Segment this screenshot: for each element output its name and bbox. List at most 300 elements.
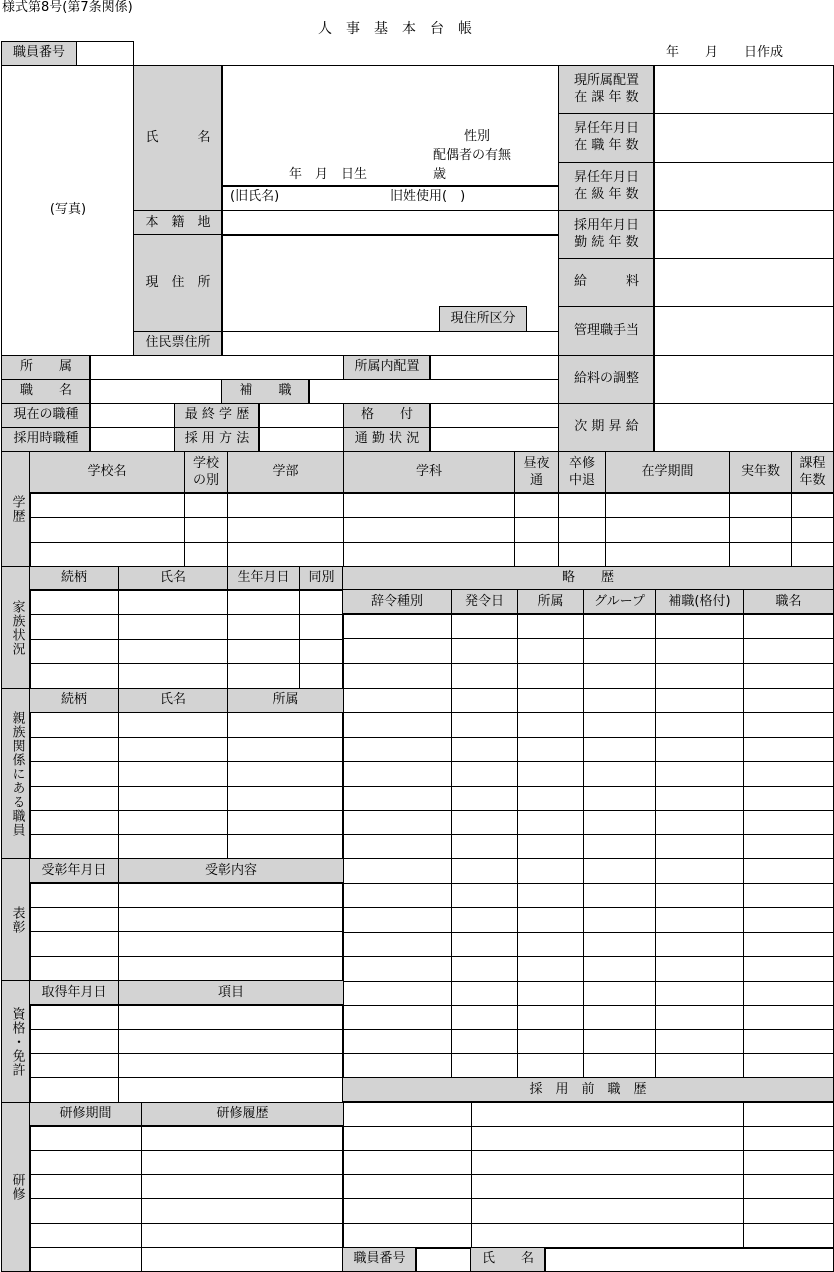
career-cell[interactable] [743, 737, 834, 762]
education-cell[interactable] [791, 492, 834, 518]
right-field-4[interactable] [653, 210, 834, 259]
career-cell[interactable] [655, 858, 744, 884]
prior-career-cell[interactable] [342, 1223, 472, 1249]
awards-col-header-1: 受彰年月日 [29, 858, 119, 884]
education-cell[interactable] [343, 542, 515, 567]
right-field-6[interactable] [653, 306, 834, 356]
relatives-cell[interactable] [118, 786, 228, 811]
career-cell[interactable] [743, 956, 834, 982]
footer-name-field[interactable] [544, 1247, 834, 1272]
training-cell[interactable] [141, 1223, 344, 1248]
career-cell[interactable] [655, 810, 744, 835]
education-cell[interactable] [605, 492, 730, 518]
relatives-cell[interactable] [29, 786, 119, 811]
career-cell[interactable] [743, 932, 834, 957]
training-cell[interactable] [141, 1247, 344, 1272]
resident-address-field[interactable] [221, 331, 559, 356]
education-col-header-3: 学部 [227, 451, 344, 494]
career-cell[interactable] [655, 883, 744, 908]
family-cell[interactable] [29, 639, 119, 664]
career-cell[interactable] [517, 883, 584, 908]
training-cell[interactable] [29, 1174, 142, 1199]
awards-cell[interactable] [118, 882, 344, 908]
career-cell[interactable] [451, 932, 518, 957]
career-cell[interactable] [655, 1005, 744, 1030]
career-cell[interactable] [451, 1005, 518, 1030]
right-label-2: 昇任年月日 在 職 年 数 [558, 113, 655, 163]
date-created: 年 月 日作成 [666, 45, 784, 60]
prior-career-cell[interactable] [342, 1198, 472, 1224]
career-cell[interactable] [583, 786, 656, 811]
career-cell[interactable] [517, 858, 584, 884]
footer-employee-no-field[interactable] [415, 1247, 472, 1272]
awards-cell[interactable] [29, 907, 119, 932]
career-cell[interactable] [517, 810, 584, 835]
relatives-cell[interactable] [118, 712, 228, 738]
hire-job-type-label: 採用時職種 [1, 427, 91, 452]
career-cell[interactable] [655, 981, 744, 1006]
career-cell[interactable] [451, 761, 518, 787]
qualifications-cell[interactable] [118, 1077, 344, 1103]
final-education-field[interactable] [258, 403, 345, 428]
training-cell[interactable] [141, 1125, 344, 1151]
career-cell[interactable] [743, 981, 834, 1006]
honseki-field[interactable] [221, 210, 559, 236]
right-label-1: 現所属配置 在 課 年 数 [558, 65, 655, 114]
relatives-cell[interactable] [118, 810, 228, 835]
family-cell[interactable] [299, 589, 344, 615]
career-cell[interactable] [342, 786, 452, 811]
education-cell[interactable] [227, 542, 344, 567]
career-cell[interactable] [517, 956, 584, 982]
career-cell[interactable] [451, 688, 518, 713]
education-cell[interactable] [791, 542, 834, 567]
awards-cell[interactable] [29, 931, 119, 957]
qualifications-cell[interactable] [118, 1053, 344, 1078]
career-cell[interactable] [743, 858, 834, 884]
career-col-header-6: 職名 [743, 589, 834, 615]
career-cell[interactable] [583, 737, 656, 762]
career-cell[interactable] [451, 1029, 518, 1054]
qualifications-cell[interactable] [29, 1077, 119, 1103]
relatives-col-header-2: 氏名 [118, 688, 228, 713]
old-name-label: (旧氏名) [230, 189, 280, 204]
career-cell[interactable] [583, 1053, 656, 1078]
career-cell[interactable] [655, 932, 744, 957]
education-cell[interactable] [184, 492, 228, 518]
career-col-header-1: 辞令種別 [342, 589, 452, 615]
family-cell[interactable] [227, 614, 300, 640]
family-col-header-4: 同別 [299, 566, 344, 591]
right-field-8[interactable] [653, 403, 834, 452]
current-job-type-field[interactable] [89, 403, 176, 428]
family-cell[interactable] [227, 639, 300, 664]
relatives-section-label: 親族関係にある職員 [1, 688, 31, 859]
career-cell[interactable] [743, 613, 834, 639]
career-cell[interactable] [342, 712, 452, 738]
career-cell[interactable] [583, 858, 656, 884]
footer-employee-no-label: 職員番号 [342, 1247, 417, 1272]
commute-label: 通 勤 状 況 [343, 427, 431, 452]
relatives-cell[interactable] [29, 834, 119, 859]
career-cell[interactable] [655, 712, 744, 738]
career-cell[interactable] [583, 883, 656, 908]
career-cell[interactable] [517, 1005, 584, 1030]
family-cell[interactable] [118, 614, 228, 640]
relatives-cell[interactable] [227, 834, 344, 859]
relatives-cell[interactable] [118, 834, 228, 859]
career-cell[interactable] [655, 907, 744, 933]
career-cell[interactable] [451, 1053, 518, 1078]
career-cell[interactable] [655, 688, 744, 713]
relatives-cell[interactable] [29, 712, 119, 738]
prior-career-cell[interactable] [471, 1101, 744, 1127]
assistant-field[interactable] [308, 379, 559, 404]
education-cell[interactable] [514, 542, 559, 567]
relatives-cell[interactable] [29, 737, 119, 762]
training-col-header-1: 研修期間 [29, 1102, 142, 1127]
relatives-cell[interactable] [118, 737, 228, 762]
age-label: 歳 [433, 167, 447, 182]
prior-career-cell[interactable] [471, 1126, 744, 1151]
career-cell[interactable] [342, 907, 452, 933]
relatives-cell[interactable] [227, 786, 344, 811]
qualifications-cell[interactable] [29, 1053, 119, 1078]
awards-cell[interactable] [29, 956, 119, 981]
training-cell[interactable] [29, 1198, 142, 1224]
training-cell[interactable] [29, 1150, 142, 1175]
career-cell[interactable] [583, 688, 656, 713]
career-cell[interactable] [517, 834, 584, 859]
career-cell[interactable] [517, 761, 584, 787]
family-cell[interactable] [299, 639, 344, 664]
family-cell[interactable] [118, 663, 228, 689]
right-label-7: 給料の調整 [558, 355, 655, 404]
career-cell[interactable] [743, 907, 834, 933]
career-cell[interactable] [517, 981, 584, 1006]
relatives-cell[interactable] [227, 761, 344, 787]
career-cell[interactable] [743, 883, 834, 908]
prior-career-cell[interactable] [743, 1223, 834, 1249]
career-col-header-2: 発令日 [451, 589, 518, 615]
education-cell[interactable] [791, 517, 834, 543]
right-label-5: 給 料 [558, 258, 655, 307]
grade-field[interactable] [429, 403, 559, 428]
career-cell[interactable] [655, 786, 744, 811]
relatives-cell[interactable] [227, 737, 344, 762]
education-cell[interactable] [343, 492, 515, 518]
career-cell[interactable] [517, 1029, 584, 1054]
education-cell[interactable] [184, 542, 228, 567]
career-cell[interactable] [451, 810, 518, 835]
career-cell[interactable] [451, 638, 518, 664]
education-cell[interactable] [227, 517, 344, 543]
prior-career-cell[interactable] [743, 1126, 834, 1151]
current-job-type-label: 現在の職種 [1, 403, 91, 428]
page-title: 人 事 基 本 台 帳 [318, 21, 472, 37]
career-cell[interactable] [451, 663, 518, 689]
relatives-col-header-1: 続柄 [29, 688, 119, 713]
birth-label: 年 月 日生 [289, 167, 368, 182]
career-cell[interactable] [451, 956, 518, 982]
family-cell[interactable] [299, 614, 344, 640]
career-cell[interactable] [655, 663, 744, 689]
career-cell[interactable] [517, 688, 584, 713]
career-cell[interactable] [451, 907, 518, 933]
relatives-cell[interactable] [29, 761, 119, 787]
prior-career-cell[interactable] [743, 1101, 834, 1127]
right-label-8: 次 期 昇 給 [558, 403, 655, 452]
career-cell[interactable] [342, 663, 452, 689]
final-education-label: 最 終 学 歴 [174, 403, 260, 428]
career-cell[interactable] [517, 786, 584, 811]
career-cell[interactable] [743, 834, 834, 859]
career-cell[interactable] [655, 761, 744, 787]
career-cell[interactable] [743, 1029, 834, 1054]
career-cell[interactable] [583, 638, 656, 664]
prior-career-cell[interactable] [471, 1174, 744, 1199]
career-cell[interactable] [583, 712, 656, 738]
education-cell[interactable] [29, 517, 185, 543]
family-cell[interactable] [227, 663, 300, 689]
career-cell[interactable] [743, 786, 834, 811]
education-col-header-4: 学科 [343, 451, 515, 494]
position-field[interactable] [89, 379, 223, 404]
education-cell[interactable] [558, 542, 606, 567]
career-cell[interactable] [342, 1005, 452, 1030]
family-cell[interactable] [29, 589, 119, 615]
education-cell[interactable] [184, 517, 228, 543]
awards-section-label: 表彰 [1, 858, 31, 981]
employee-no-label: 職員番号 [1, 41, 77, 66]
old-surname-label: 旧姓使用( ) [390, 189, 466, 204]
education-col-header-5: 昼夜 通 [514, 451, 559, 494]
education-cell[interactable] [29, 492, 185, 518]
footer-name-label: 氏 名 [470, 1247, 546, 1272]
career-col-header-5: 補職(格付) [655, 589, 744, 615]
education-cell[interactable] [729, 517, 792, 543]
prior-career-cell[interactable] [342, 1126, 472, 1151]
right-field-3[interactable] [653, 162, 834, 211]
training-cell[interactable] [141, 1174, 344, 1199]
career-cell[interactable] [451, 613, 518, 639]
name-field[interactable] [221, 65, 559, 187]
career-cell[interactable] [583, 956, 656, 982]
family-cell[interactable] [299, 663, 344, 689]
prior-career-cell[interactable] [743, 1174, 834, 1199]
career-cell[interactable] [655, 834, 744, 859]
gender-label: 性別 [464, 129, 491, 144]
career-col-header-3: 所属 [517, 589, 584, 615]
education-cell[interactable] [605, 517, 730, 543]
training-cell[interactable] [29, 1247, 142, 1272]
career-cell[interactable] [342, 810, 452, 835]
commute-field[interactable] [429, 427, 559, 452]
career-cell[interactable] [342, 1053, 452, 1078]
career-cell[interactable] [517, 932, 584, 957]
career-cell[interactable] [743, 761, 834, 787]
training-cell[interactable] [29, 1223, 142, 1248]
career-cell[interactable] [451, 883, 518, 908]
career-cell[interactable] [342, 932, 452, 957]
career-cell[interactable] [342, 613, 452, 639]
career-cell[interactable] [743, 810, 834, 835]
education-cell[interactable] [29, 542, 185, 567]
career-cell[interactable] [342, 858, 452, 884]
right-field-1[interactable] [653, 65, 834, 114]
career-cell[interactable] [517, 663, 584, 689]
qualifications-cell[interactable] [29, 1029, 119, 1054]
education-cell[interactable] [558, 492, 606, 518]
right-field-5[interactable] [653, 258, 834, 307]
qualifications-cell[interactable] [118, 1029, 344, 1054]
awards-cell[interactable] [118, 931, 344, 957]
hire-method-field[interactable] [258, 427, 345, 452]
education-cell[interactable] [514, 517, 559, 543]
prior-career-cell[interactable] [342, 1101, 472, 1127]
address-type-label: 現住所区分 [439, 306, 527, 332]
career-cell[interactable] [517, 613, 584, 639]
career-cell[interactable] [451, 981, 518, 1006]
career-cell[interactable] [342, 981, 452, 1006]
career-cell[interactable] [342, 956, 452, 982]
career-cell[interactable] [655, 737, 744, 762]
education-col-header-7: 在学期間 [605, 451, 730, 494]
career-cell[interactable] [743, 1053, 834, 1078]
career-cell[interactable] [342, 834, 452, 859]
career-cell[interactable] [583, 932, 656, 957]
career-cell[interactable] [451, 834, 518, 859]
career-cell[interactable] [451, 712, 518, 738]
form-number: 様式第8号(第7条関係) [2, 0, 133, 15]
grade-label: 格 付 [343, 403, 431, 428]
education-cell[interactable] [227, 492, 344, 518]
prior-career-cell[interactable] [471, 1198, 744, 1224]
relatives-cell[interactable] [118, 761, 228, 787]
prior-career-cell[interactable] [471, 1223, 744, 1249]
family-cell[interactable] [29, 614, 119, 640]
career-cell[interactable] [743, 663, 834, 689]
education-col-header-6: 卒修 中退 [558, 451, 606, 494]
prior-career-cell[interactable] [342, 1150, 472, 1175]
career-cell[interactable] [342, 1029, 452, 1054]
employee-no-field[interactable] [76, 41, 134, 66]
career-cell[interactable] [342, 688, 452, 713]
prior-career-cell[interactable] [342, 1174, 472, 1199]
career-cell[interactable] [655, 1029, 744, 1054]
family-cell[interactable] [118, 589, 228, 615]
career-cell[interactable] [655, 638, 744, 664]
career-cell[interactable] [583, 663, 656, 689]
family-cell[interactable] [227, 589, 300, 615]
right-field-7[interactable] [653, 355, 834, 404]
career-cell[interactable] [342, 737, 452, 762]
education-col-header-1: 学校名 [29, 451, 185, 494]
right-field-2[interactable] [653, 113, 834, 163]
career-cell[interactable] [583, 834, 656, 859]
training-col-header-2: 研修履歴 [141, 1102, 344, 1127]
relatives-cell[interactable] [29, 810, 119, 835]
career-cell[interactable] [583, 907, 656, 933]
hire-method-label: 採 用 方 法 [174, 427, 260, 452]
career-cell[interactable] [655, 1053, 744, 1078]
career-cell[interactable] [583, 1029, 656, 1054]
relatives-cell[interactable] [227, 712, 344, 738]
career-title: 略 歴 [342, 566, 834, 591]
prior-career-cell[interactable] [743, 1150, 834, 1175]
education-col-header-2: 学校 の別 [184, 451, 228, 494]
career-cell[interactable] [583, 613, 656, 639]
resident-address-label: 住民票住所 [133, 331, 223, 356]
education-cell[interactable] [343, 517, 515, 543]
family-cell[interactable] [29, 663, 119, 689]
career-cell[interactable] [583, 761, 656, 787]
hire-job-type-field[interactable] [89, 427, 176, 452]
qualifications-cell[interactable] [118, 1004, 344, 1030]
training-cell[interactable] [29, 1125, 142, 1151]
education-cell[interactable] [558, 517, 606, 543]
right-label-3: 昇任年月日 在 級 年 数 [558, 162, 655, 211]
education-cell[interactable] [514, 492, 559, 518]
qualifications-col-header-1: 取得年月日 [29, 980, 119, 1006]
career-cell[interactable] [743, 712, 834, 738]
career-cell[interactable] [517, 1053, 584, 1078]
career-cell[interactable] [655, 956, 744, 982]
career-cell[interactable] [451, 737, 518, 762]
career-cell[interactable] [743, 1005, 834, 1030]
career-cell[interactable] [583, 1005, 656, 1030]
career-cell[interactable] [743, 688, 834, 713]
career-cell[interactable] [451, 786, 518, 811]
career-cell[interactable] [517, 737, 584, 762]
career-cell[interactable] [451, 858, 518, 884]
prior-career-cell[interactable] [471, 1150, 744, 1175]
career-cell[interactable] [655, 613, 744, 639]
family-cell[interactable] [118, 639, 228, 664]
education-cell[interactable] [729, 492, 792, 518]
placement-field[interactable] [429, 355, 559, 380]
prior-career-cell[interactable] [743, 1198, 834, 1224]
career-cell[interactable] [517, 638, 584, 664]
education-section-label: 学歴 [1, 451, 31, 567]
career-cell[interactable] [583, 810, 656, 835]
qualifications-cell[interactable] [29, 1004, 119, 1030]
training-cell[interactable] [141, 1198, 344, 1224]
career-cell[interactable] [342, 761, 452, 787]
education-cell[interactable] [729, 542, 792, 567]
awards-cell[interactable] [29, 882, 119, 908]
prior-career-title: 採 用 前 職 歴 [342, 1077, 834, 1103]
address-label: 現 住 所 [133, 234, 223, 332]
career-col-header-4: グループ [583, 589, 656, 615]
affiliation-field[interactable] [89, 355, 345, 380]
awards-cell[interactable] [118, 907, 344, 932]
career-cell[interactable] [517, 712, 584, 738]
career-cell[interactable] [743, 638, 834, 664]
education-col-header-9: 課程 年数 [791, 451, 834, 494]
education-cell[interactable] [605, 542, 730, 567]
family-col-header-2: 氏名 [118, 566, 228, 591]
career-cell[interactable] [342, 638, 452, 664]
spouse-label: 配偶者の有無 [433, 148, 512, 163]
relatives-cell[interactable] [227, 810, 344, 835]
career-cell[interactable] [517, 907, 584, 933]
awards-cell[interactable] [118, 956, 344, 981]
career-cell[interactable] [342, 883, 452, 908]
training-cell[interactable] [141, 1150, 344, 1175]
career-cell[interactable] [583, 981, 656, 1006]
awards-col-header-2: 受彰内容 [118, 858, 344, 884]
